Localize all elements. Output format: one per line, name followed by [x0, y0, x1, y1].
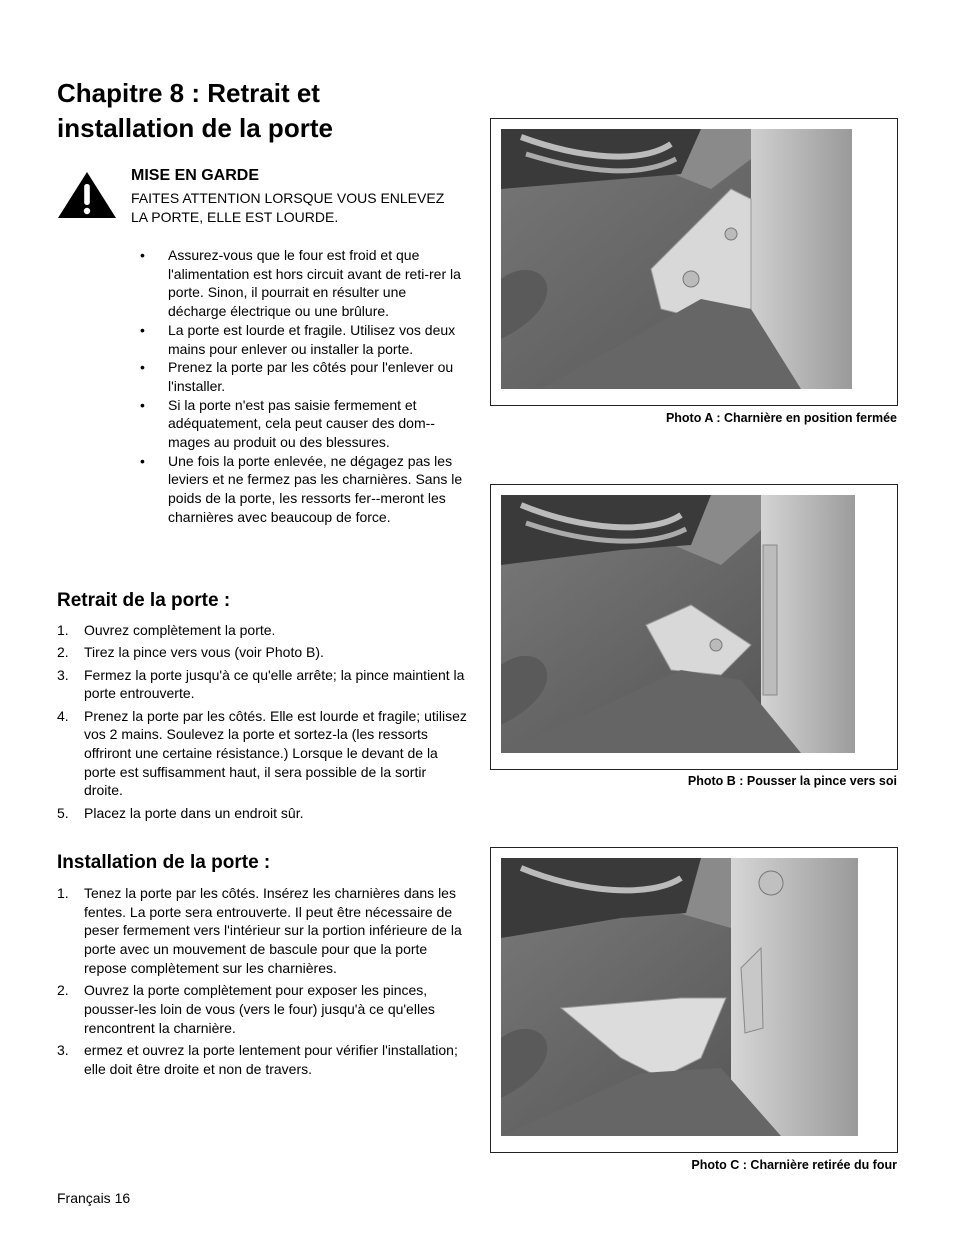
warning-triangle-icon [56, 170, 118, 220]
step-text: ermez et ouvrez la porte lentement pour vérifier l'installation; elle doit être droite et non de travers. [84, 1041, 458, 1077]
installation-heading: Installation de la porte : [57, 852, 271, 873]
photo-b-frame [490, 484, 898, 770]
warning-text: FAITES ATTENTION LORSQUE VOUS ENLEVEZ LA PORTE, ELLE EST LOURDE. [131, 190, 445, 225]
step-item [57, 707, 467, 801]
step-number: 3. [57, 666, 69, 683]
step-text: Prenez la porte par les côtés. Elle est lourde et fragile; utilisez vos 2 mains. Soulevez la porte et sortez-la (les ressorts offriront une certaine résistance.) Lorsque le devant de la porte est suffisamment haut, il sera possible de la sortir droite. [84, 707, 467, 799]
photo-b-image [501, 495, 855, 753]
step-item [57, 804, 467, 823]
step-text: Tenez la porte par les côtés. Insérez les charnières dans les fentes. La porte sera entrouverte. Il peut être nécessaire de peser fermement vers l'intérieur sur la portion inférieure de la porte avec un mouvement de bascule pour que la porte repose complètement sur les charnières. [84, 885, 462, 976]
bullet-item: • La porte est lourde et fragile. Utilisez vos deux mains pour enlever ou installer la porte. [140, 321, 465, 358]
step-text: Placez la porte dans un endroit sûr. [84, 804, 304, 821]
photo-a-caption: Photo A : Charnière en position fermée [665, 411, 897, 425]
step-number: 2. [57, 982, 69, 999]
bullet-item: • Si la porte n'est pas saisie fermement et adéquatement, cela peut causer des dom--mages au produit ou des blessures. [140, 396, 465, 452]
step-number: 2. [57, 644, 69, 661]
removal-heading: Retrait de la porte : [57, 590, 231, 611]
safety-bullet-list [140, 246, 465, 527]
step-number: 3. [57, 1041, 69, 1058]
bullet-item: • Une fois la porte enlevée, ne dégagez pas les leviers et ne fermez pas les charnières. Sans le poids de la porte, les ressorts fer--meront les charnières avec beaucoup de force. [140, 452, 465, 527]
step-text: Ouvrez complètement la porte. [84, 622, 276, 638]
step-item [57, 643, 467, 662]
step-number: 5. [57, 804, 69, 821]
page-title: Chapitre 8 : Retrait et installation de la porte [57, 78, 333, 143]
step-number: 4. [57, 707, 69, 724]
removal-steps [57, 621, 467, 826]
page-footer: Français 16 [57, 1190, 131, 1206]
photo-a-frame [490, 118, 898, 406]
photo-c-frame [490, 847, 898, 1153]
photo-c-caption: Photo C : Charnière retirée du four [691, 1158, 897, 1172]
photo-c-image [501, 858, 858, 1136]
step-number: 1. [57, 622, 69, 638]
warning-heading: MISE EN GARDE [131, 167, 260, 184]
step-item [57, 621, 467, 640]
bullet-item: • Assurez-vous que le four est froid et que l'alimentation est hors circuit avant de reti-rer la porte. Sinon, il pourrait en résulter une décharge électrique ou une brûlure. [140, 246, 465, 321]
step-item [57, 666, 467, 703]
bullet-item: • Prenez la porte par les côtés pour l'enlever ou l'installer. [140, 358, 465, 395]
step-item [57, 981, 467, 1037]
installation-steps [57, 884, 467, 1082]
step-text: Ouvrez la porte complètement pour exposer les pinces, pousser-les loin de vous (vers le four) jusqu'à ce qu'elles rencontrent la charnière. [84, 982, 435, 1036]
step-number: 1. [57, 885, 69, 901]
step-text: Fermez la porte jusqu'à ce qu'elle arrête; la pince maintient la porte entrouverte. [84, 666, 465, 702]
step-item [57, 1041, 467, 1078]
step-item [57, 884, 467, 978]
step-text: Tirez la pince vers vous (voir Photo B). [84, 644, 324, 661]
photo-a-image [501, 129, 852, 389]
photo-b-caption: Photo B : Pousser la pince vers soi [687, 774, 897, 788]
